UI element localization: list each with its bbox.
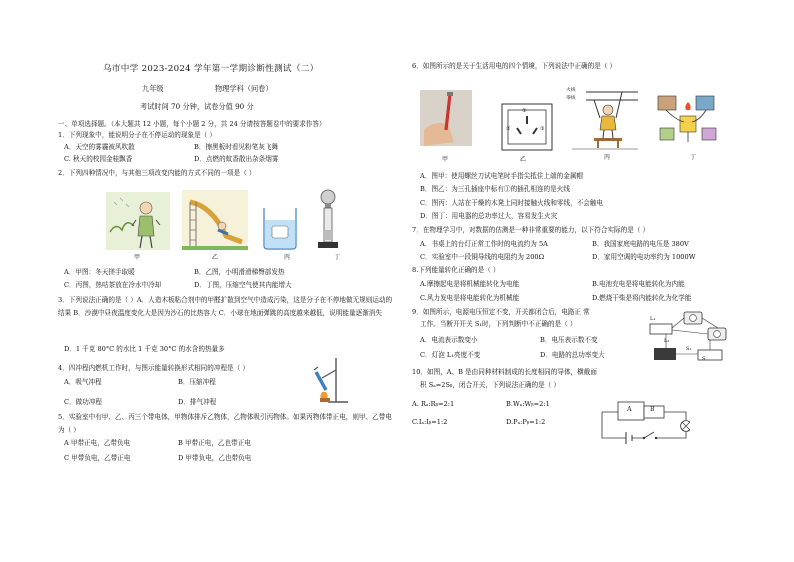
q6-stem: 6．如图所示的是关于生活用电的四个情境，下列说法中正确的是（ ）: [412, 62, 617, 70]
q4-figure-test-tube: [308, 356, 354, 404]
q6-socket-label-2: ②: [506, 126, 511, 132]
q4-option-a: A．吸气冲程: [64, 378, 102, 386]
q2-label-jia: 甲: [134, 254, 141, 261]
q6-figure-jia: [420, 90, 472, 146]
q1-option-a: A．天空的雾霾被风吹散: [64, 143, 135, 151]
q10-block-b-label: B: [650, 406, 655, 413]
q6-option-d: D．图丁：用电器的总功率过大，容易发生火灾: [420, 212, 558, 220]
section-heading: 一、单项选择题。（本大题共 12 小题，每个小题 2 分，共 24 分请按答题卷中的要求作答）: [58, 120, 326, 128]
q7-option-c: C．实验室中一段铜导线的电阻约为 200Ω: [420, 253, 545, 261]
q9-option-d: D．电路的总功率变大: [540, 351, 605, 359]
q9-label-s: S: [702, 356, 706, 362]
q3-stem: 3．下列说法正确的是（ ）A．人造木板粘合剂中的甲醛扩散到空气中造成污染，这是分子在不停地做无规则运动的结果 B．沙漠中昼夜温度变化大是因为沙石的比热容大 C．小球在地面弹跳的高度越来越低，说明能量逐渐消失: [58, 296, 393, 317]
q5-option-b: B 甲带正电，乙也带正电: [178, 439, 251, 447]
q5-stem: 5．实验室中有甲、乙、丙三个带电体，甲物体排斥乙物体，乙物体吸引丙物体。如果丙物体带正电，则甲、乙带电为（ ）: [58, 413, 392, 434]
q6-figure-bing: [572, 88, 638, 150]
q8-option-c: C.风力发电是将电能转化为机械能: [420, 294, 520, 302]
q9-option-b: B．电压表示数不变: [540, 336, 598, 344]
q6-label-yi: 乙: [520, 156, 527, 163]
q3-option-d: D．1 千克 80°C 的水比 1 千克 30°C 的水含的热量多: [64, 345, 225, 353]
q9-stem-line2: 工作。当断开开关 S₁时，下列判断中不正确的是（ ）: [420, 320, 577, 328]
q2-label-bing: 丙: [284, 254, 291, 261]
q9-option-c: C．灯泡 L₁亮度不变: [420, 351, 481, 359]
q9-circuit-figure: [646, 308, 732, 366]
q6-option-c: C．图丙：人站在干燥的木凳上同时接触火线和零线，不会触电: [420, 199, 604, 207]
q9-label-l2: L₂: [664, 338, 670, 344]
q2-option-b: B．乙图，小明滑滑梯臀部发热: [194, 268, 285, 276]
q2-option-c: C．丙图，热咕茶放在冷水中冷却: [64, 281, 162, 289]
q2-figure-ding: [314, 188, 340, 252]
q10-block-a-label: A: [627, 405, 632, 413]
q6-label-ding: 丁: [690, 154, 697, 161]
q4-option-d: D．排气冲程: [178, 398, 217, 406]
grade-label: 九年级: [142, 84, 164, 93]
q10-option-d: D.Pₐ:Pᵦ=1:2: [506, 418, 546, 426]
q10-stem-line2: 积 Sₐ=2Sᵦ，闭合开关，下列说法正确的是（ ）: [420, 381, 560, 389]
q7-option-d: D．家用空调的电功率约为 1000W: [592, 253, 696, 261]
q10-stem-line1: 10．如图，A、B 是由同种材料制成的长度相同的导体，横截面: [412, 368, 597, 376]
q7-option-b: B．我国家庭电路的电压是 380V: [592, 240, 689, 248]
q1-option-d: D．点燃的蚊香散出杂条烟雾: [194, 155, 279, 163]
q8-option-b: B.电池充电是将电能转化为内能: [592, 280, 685, 288]
q2-figure-yi: [182, 190, 248, 250]
exam-title: 乌市中学 2023-2024 学年第一学期诊断性测试（二）: [103, 64, 319, 74]
q6-socket-label-1: ①: [522, 108, 527, 114]
q6-wire-label-live: 火线: [566, 88, 576, 93]
q9-label-s1: S₁: [686, 346, 692, 352]
q2-figure-bing: [260, 206, 300, 250]
q2-option-d: D．丁图，压缩空气使其内能增大: [194, 281, 292, 289]
q6-socket-label-3: ③: [540, 126, 545, 132]
q5-option-c: C 甲带负电，乙带正电: [64, 454, 131, 462]
q7-option-a: A．书桌上的台灯正常工作时的电流约为 5A: [420, 240, 548, 248]
q1-option-c: C. 秋天的校园金桂飘香: [64, 155, 133, 163]
q6-figure-ding: [656, 92, 720, 148]
q6-label-jia: 甲: [442, 156, 449, 163]
q2-option-a: A．甲图：冬天搓手取暖: [64, 268, 135, 276]
q6-wire-label-neutral: 零线: [566, 96, 576, 101]
q2-stem: 2．下列四种情况中，与其他三项改变内能的方式不同的一项是（ ）: [58, 169, 256, 177]
exam-info: 考试时间 70 分钟，试卷分值 90 分: [140, 102, 254, 111]
q7-stem: 7．在物理学习中，对数据的估测是一种非常重要的能力，以下符合实际的是（ ）: [412, 226, 650, 234]
q8-option-a: A.摩擦起电是将机械能转化为电能: [420, 280, 520, 288]
q10-circuit-figure: [598, 398, 690, 444]
q2-label-ding: 丁: [334, 254, 341, 261]
q6-option-a: A．图甲：使用螺丝刀试电笔时手指尖抵住上端的金属帽: [420, 172, 584, 180]
q1-option-b: B．擦黑板时看见粉笔灰飞舞: [194, 143, 278, 151]
q4-option-c: C．做功冲程: [64, 398, 103, 406]
q1-stem: 1．下列现象中，能说明分子在不停运动的现象是（ ）: [58, 131, 216, 139]
q10-option-b: B.Wₐ:Wᵦ=2:1: [506, 400, 550, 408]
q6-option-b: B．图乙：为三孔插座中标有①的插孔相连的是火线: [420, 185, 570, 193]
q9-option-a: A．电流表示数变小: [420, 336, 478, 344]
q4-stem: 4．四冲程内燃机工作时，与图示能量转换形式相同的冲程是（ ）: [58, 364, 249, 372]
q4-option-b: B．压缩冲程: [178, 378, 216, 386]
subject-label: 物理学科（问卷）: [215, 84, 273, 93]
q8-option-d: D.燃烧干柴是将内能转化为化学能: [592, 294, 692, 302]
q2-label-yi: 乙: [212, 254, 219, 261]
q5-option-a: A 甲带正电，乙带负电: [64, 439, 131, 447]
q2-figure-jia: [106, 192, 170, 250]
q5-option-d: D 甲带负电，乙也带负电: [178, 454, 252, 462]
q8-stem: 8.下列能量转化正确的是（ ）: [412, 266, 500, 274]
q10-option-c: C.Iₐ:Iᵦ=1:2: [412, 418, 448, 426]
q9-label-l1: L₁: [650, 316, 656, 322]
q6-label-bing: 丙: [604, 154, 611, 161]
q9-stem-line1: 9．如图所示，电源电压恒定不变，开关都闭合后，电路正 常: [412, 308, 590, 316]
q10-option-a: A. Rₐ:Rᵦ=2:1: [412, 400, 455, 408]
